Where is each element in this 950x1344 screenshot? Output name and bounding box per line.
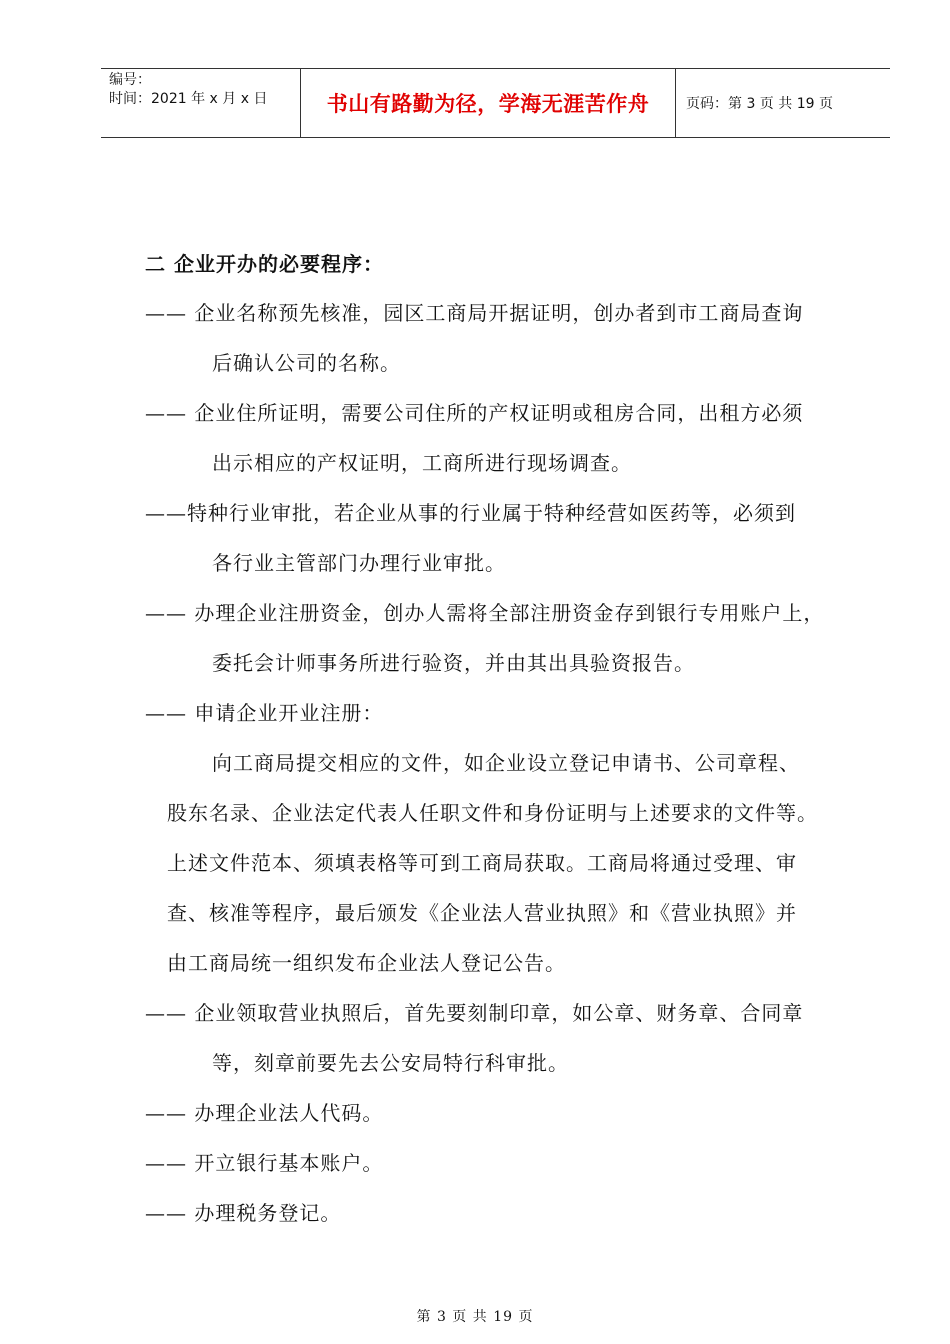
body-line: 等，刻章前要先去公安局特行科审批。 <box>212 1051 569 1075</box>
body-line: 股东名录、企业法定代表人任职文件和身份证明与上述要求的文件等。 <box>167 801 818 825</box>
header-page-info: 页码：第 3 页 共 19 页 <box>686 96 833 112</box>
header-meta <box>101 69 301 137</box>
body-line: 由工商局统一组织发布企业法人登记公告。 <box>167 951 566 975</box>
body-line: —— 申请企业开业注册： <box>145 701 384 725</box>
body-line: —— 办理税务登记。 <box>145 1201 342 1225</box>
page-footer: 第 3 页 共 19 页 <box>416 1309 534 1325</box>
body-line: 查、核准等程序，最后颁发《企业法人营业执照》和《营业执照》并 <box>167 901 797 925</box>
body-line: —— 办理企业注册资金，创办人需将全部注册资金存到银行专用账户上， <box>145 601 825 625</box>
body-line: ——特种行业审批，若企业从事的行业属于特种经营如医药等，必须到 <box>145 501 796 525</box>
page-header <box>101 68 890 138</box>
document-number-label: 编号： <box>109 72 151 88</box>
body-line: —— 企业领取营业执照后，首先要刻制印章，如公章、财务章、合同章 <box>145 1001 804 1025</box>
header-motto: 书山有路勤为径，学海无涯苦作舟 <box>301 69 676 137</box>
body-line: —— 办理企业法人代码。 <box>145 1101 384 1125</box>
body-line: 委托会计师事务所进行验资，并由其出具验资报告。 <box>212 651 695 675</box>
body-line: 上述文件范本、须填表格等可到工商局获取。工商局将通过受理、审 <box>167 851 797 875</box>
body-line: 出示相应的产权证明，工商所进行现场调查。 <box>212 451 632 475</box>
document-time-label: 时间：2021 年 x 月 x 日 <box>109 91 268 107</box>
body-line: —— 企业住所证明，需要公司住所的产权证明或租房合同，出租方必须 <box>145 401 804 425</box>
body-line: —— 开立银行基本账户。 <box>145 1151 384 1175</box>
body-line: 向工商局提交相应的文件，如企业设立登记申请书、公司章程、 <box>212 751 800 775</box>
body-line: —— 企业名称预先核准，园区工商局开据证明，创办者到市工商局查询 <box>145 301 804 325</box>
body-line: 后确认公司的名称。 <box>212 351 401 375</box>
body-line: 各行业主管部门办理行业审批。 <box>212 551 506 575</box>
section-heading: 二 企业开办的必要程序： <box>145 252 384 276</box>
